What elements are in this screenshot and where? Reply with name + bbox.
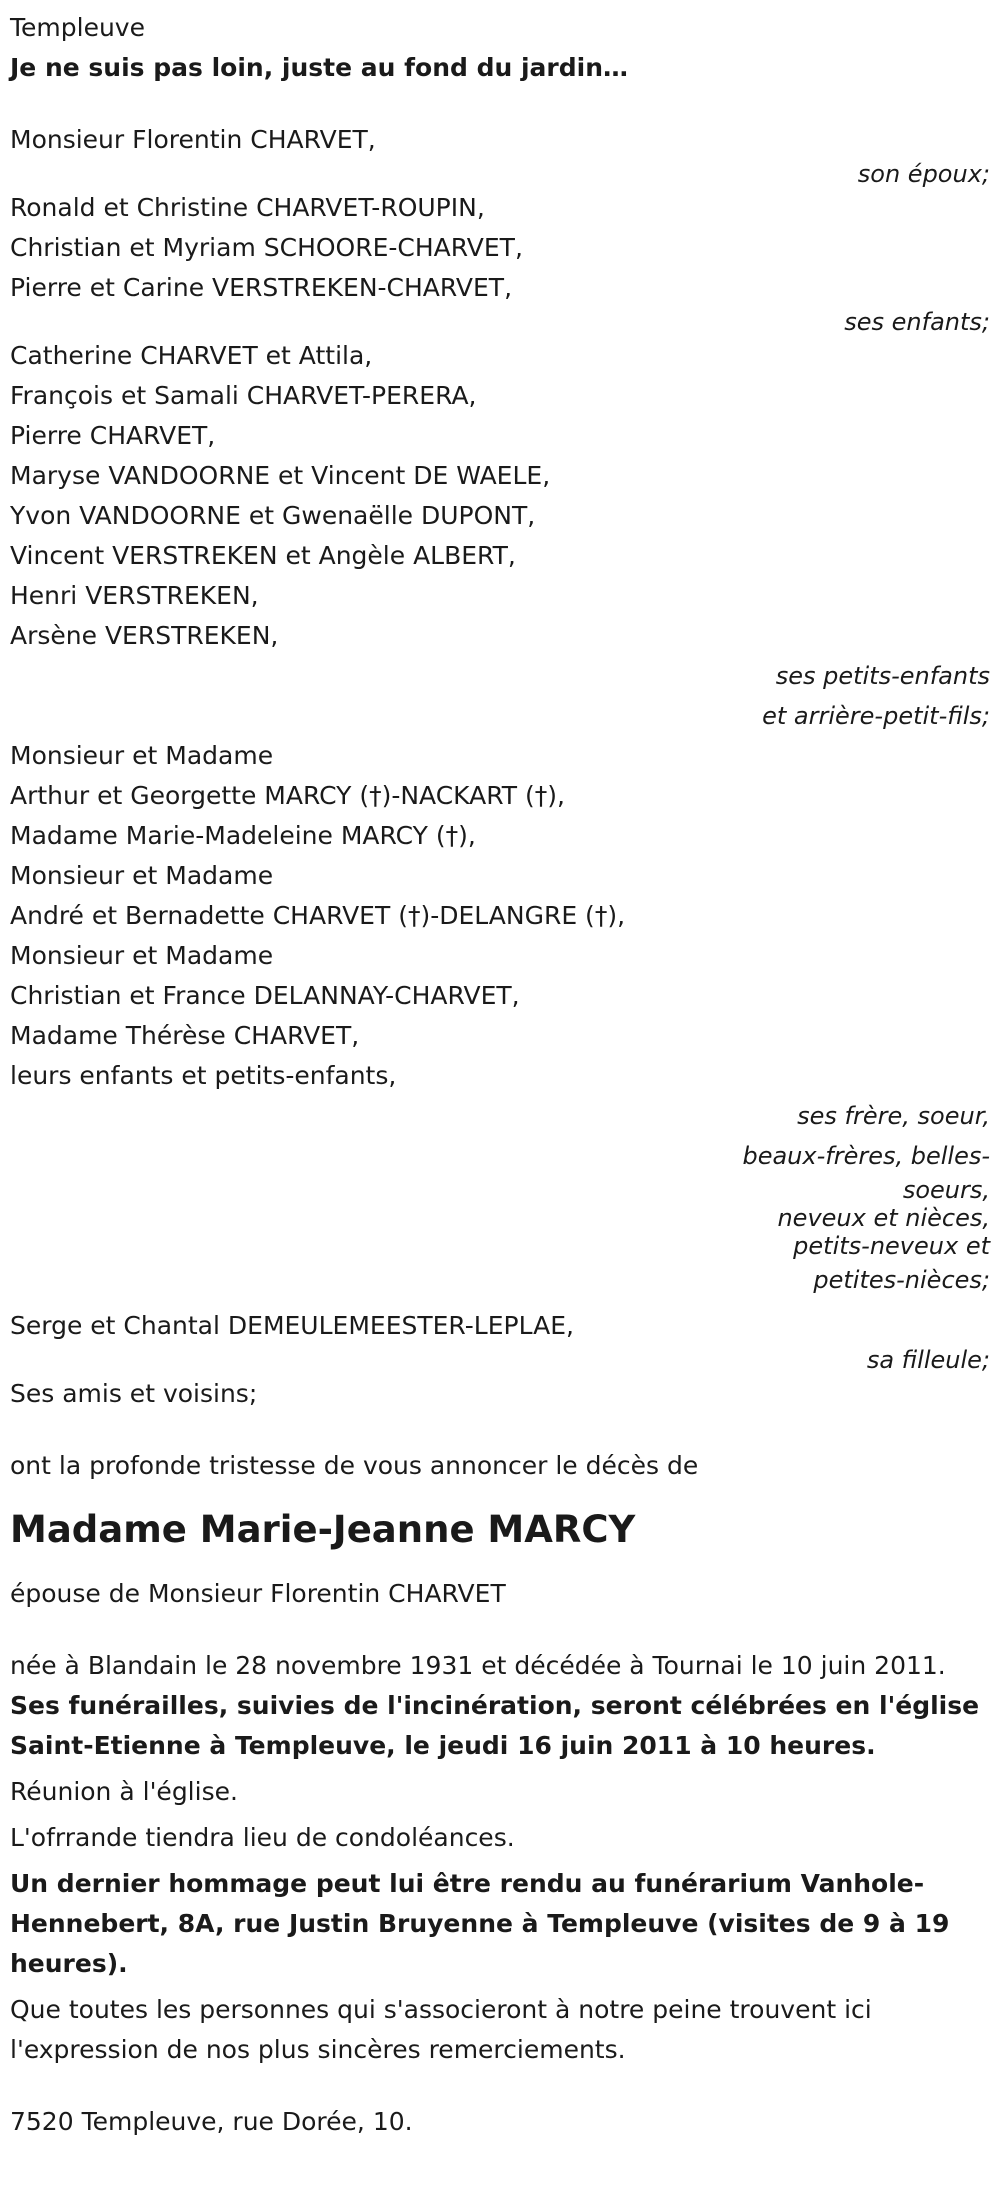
funeral-details: Ses funérailles, suivies de l'incinération, seront célébrées en l'église Saint-Etienne à Templeuve, le jeudi 16 juin 2011 à 10 heures.: [10, 1691, 980, 1760]
family-name: Catherine CHARVET et Attila,: [10, 341, 373, 370]
family-name: Monsieur et Madame: [10, 741, 274, 770]
siblings-block: [10, 736, 990, 1300]
family-address: 7520 Templeuve, rue Dorée, 10.: [10, 2107, 413, 2136]
relation-label: ses enfants;: [844, 308, 990, 336]
godchild-block: [10, 1306, 990, 1374]
relation-label: petites-nièces;: [813, 1266, 990, 1294]
family-name: Christian et Myriam SCHOORE-CHARVET,: [10, 233, 523, 262]
relation-label: ses frère, soeur,: [797, 1102, 990, 1130]
family-name: leurs enfants et petits-enfants,: [10, 1061, 397, 1090]
family-name: Monsieur et Madame: [10, 861, 274, 890]
deceased-name: Madame Marie-Jeanne MARCY: [10, 1508, 636, 1551]
family-name: Serge et Chantal DEMEULEMEESTER-LEPLAE,: [10, 1311, 574, 1340]
family-name: Monsieur et Madame: [10, 941, 274, 970]
family-name: Maryse VANDOORNE et Vincent DE WAELE,: [10, 461, 551, 490]
family-name: Madame Thérèse CHARVET,: [10, 1021, 360, 1050]
town-heading: Templeuve: [10, 13, 145, 42]
family-name: Arthur et Georgette MARCY (†)-NACKART (†),: [10, 781, 565, 810]
relation-label: son époux;: [857, 160, 990, 188]
family-name: Christian et France DELANNAY-CHARVET,: [10, 981, 520, 1010]
family-name: Pierre et Carine VERSTREKEN-CHARVET,: [10, 273, 513, 302]
family-name: Yvon VANDOORNE et Gwenaëlle DUPONT,: [10, 501, 536, 530]
spouse-block: [10, 120, 990, 188]
birth-death-dates: née à Blandain le 28 novembre 1931 et décédée à Tournai le 10 juin 2011.: [10, 1651, 946, 1680]
relation-label: petits-neveux et: [793, 1232, 990, 1260]
relation-label: beaux-frères, belles-: [742, 1142, 990, 1170]
thanks-text: Que toutes les personnes qui s'associeront à notre peine trouvent ici l'expression de nos plus sincères remerciements.: [10, 1995, 872, 2064]
family-name: François et Samali CHARVET-PERERA,: [10, 381, 477, 410]
announcement-intro: ont la profonde tristesse de vous annoncer le décès de: [10, 1451, 699, 1480]
family-name: Vincent VERSTREKEN et Angèle ALBERT,: [10, 541, 516, 570]
motto: Je ne suis pas loin, juste au fond du jardin…: [10, 53, 629, 82]
relation-label: ses petits-enfants: [775, 662, 990, 690]
meeting-info: Réunion à l'église.: [10, 1777, 238, 1806]
family-name: Henri VERSTREKEN,: [10, 581, 259, 610]
children-block: [10, 188, 990, 336]
spouse-of: épouse de Monsieur Florentin CHARVET: [10, 1579, 506, 1608]
family-name: Ronald et Christine CHARVET-ROUPIN,: [10, 193, 485, 222]
friends-line: Ses amis et voisins;: [10, 1379, 258, 1408]
tribute-details: Un dernier hommage peut lui être rendu au funérarium Vanhole-Hennebert, 8A, rue Justin Bruyenne à Templeuve (visites de 9 à 19 heures).: [10, 1869, 950, 1978]
relation-label: sa filleule;: [866, 1346, 990, 1374]
relation-label: soeurs,: [902, 1176, 990, 1204]
family-name: Pierre CHARVET,: [10, 421, 216, 450]
obituary-column: [10, 8, 990, 2142]
family-name: Arsène VERSTREKEN,: [10, 621, 279, 650]
relation-label: neveux et nièces,: [777, 1204, 990, 1232]
offering-info: L'ofrrande tiendra lieu de condoléances.: [10, 1823, 515, 1852]
grandchildren-block: [10, 336, 990, 736]
family-name: Madame Marie-Madeleine MARCY (†),: [10, 821, 476, 850]
relation-label: et arrière-petit-fils;: [762, 702, 990, 730]
family-name: André et Bernadette CHARVET (†)-DELANGRE (†),: [10, 901, 626, 930]
family-name: Monsieur Florentin CHARVET,: [10, 125, 376, 154]
